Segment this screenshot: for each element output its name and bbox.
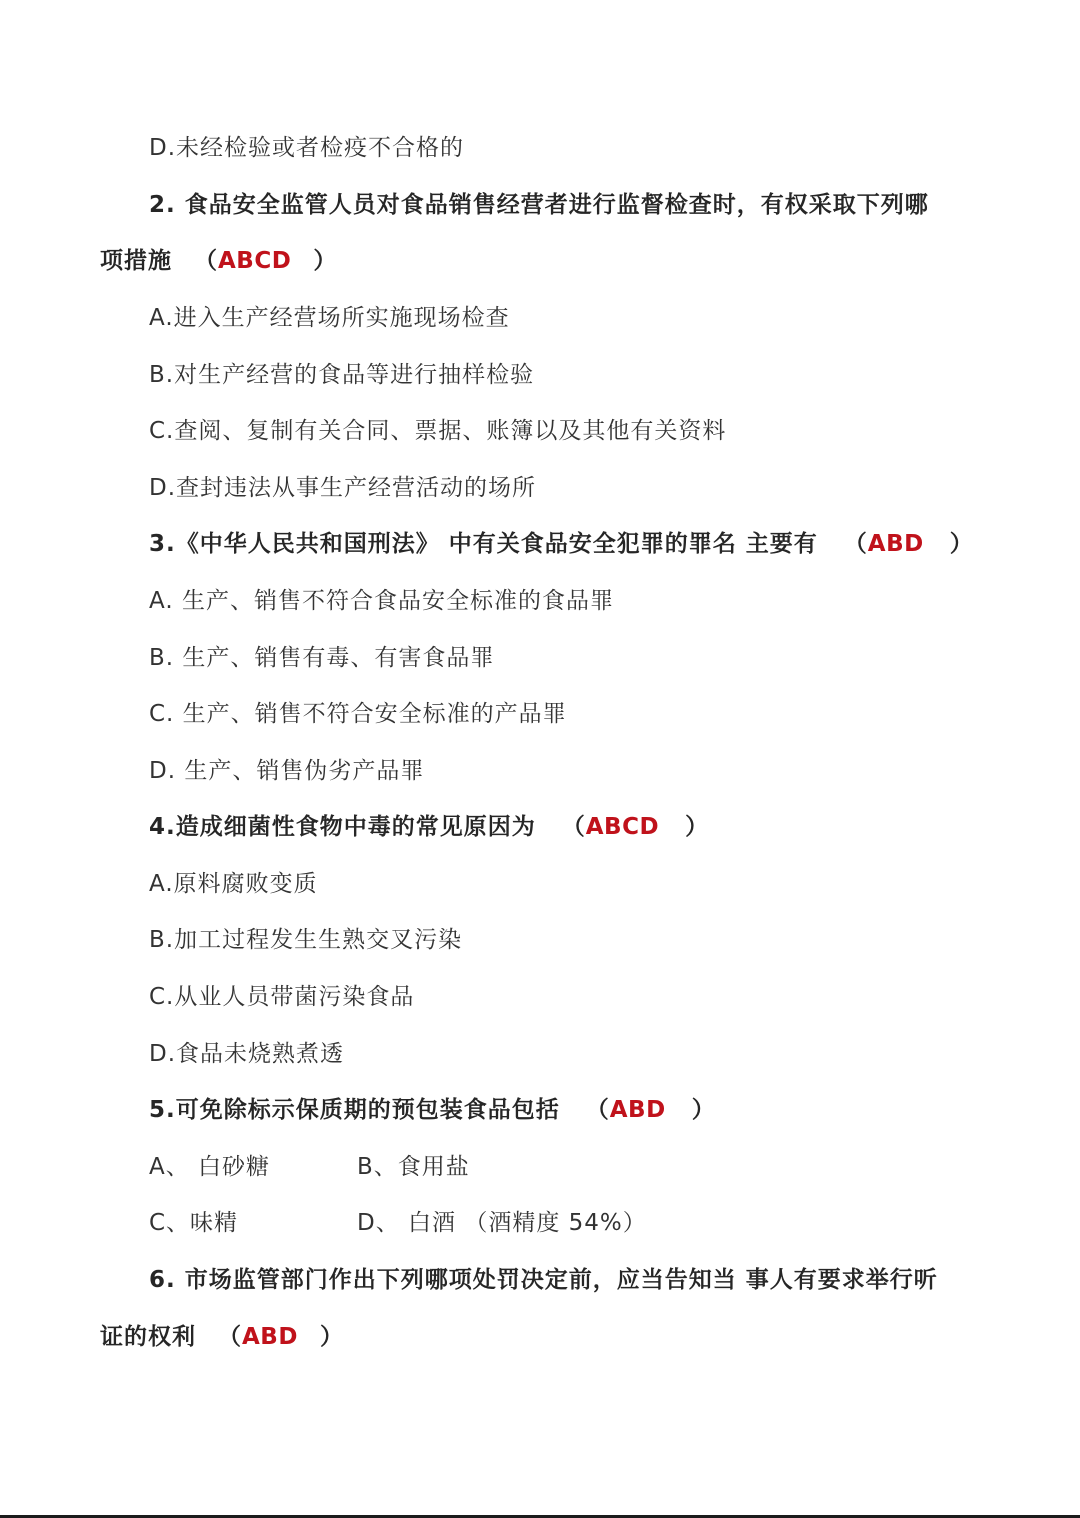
q5-option-d: D、 白酒 （酒精度 54%） xyxy=(357,1210,647,1236)
q3-option-c: C. 生产、销售不符合安全标准的产品罪 xyxy=(149,701,567,727)
q5-options-row2 xyxy=(149,1207,849,1239)
q4-option-b: B.加工过程发生生熟交叉污染 xyxy=(149,927,463,953)
q6-paren-open: （ xyxy=(218,1324,242,1350)
q3-option-d: D. 生产、销售伪劣产品罪 xyxy=(149,758,425,784)
q6-question-line1: 6. 市场监管部门作出下列哪项处罚决定前，应当告知当 事人有要求举行听 xyxy=(149,1267,938,1293)
q2-question-text: 项措施 xyxy=(100,248,172,274)
q4-paren-close: ） xyxy=(685,814,710,840)
q6-paren-close: ） xyxy=(319,1324,344,1350)
q6-question-text: 证的权利 xyxy=(100,1324,196,1350)
q3-option-a: A. 生产、销售不符合食品安全标准的食品罪 xyxy=(149,588,614,614)
q1-option-d: D.未经检验或者检疫不合格的 xyxy=(149,135,465,161)
q5-option-c: C、味精 xyxy=(149,1210,239,1236)
q3-question xyxy=(149,528,974,560)
q2-option-c: C.查阅、复制有关合同、票据、账簿以及其他有关资料 xyxy=(149,418,727,444)
q4-answer: ABCD xyxy=(585,814,660,840)
q2-question-line2 xyxy=(100,245,337,277)
q3-answer: ABD xyxy=(867,531,924,557)
q5-option-b: B、食用盐 xyxy=(357,1154,470,1180)
q4-question-text: 4.造成细菌性食物中毒的常见原因为 xyxy=(149,814,536,840)
q5-question xyxy=(149,1094,716,1126)
q2-option-a: A.进入生产经营场所实施现场检查 xyxy=(149,305,510,331)
q3-paren-close: ） xyxy=(949,531,974,557)
q4-question xyxy=(149,811,709,843)
q2-option-b: B.对生产经营的食品等进行抽样检验 xyxy=(149,362,535,388)
q2-paren-close: ） xyxy=(313,248,338,274)
q3-option-b: B. 生产、销售有毒、有害食品罪 xyxy=(149,645,495,671)
q5-question-text: 5.可免除标示保质期的预包装食品包括 xyxy=(149,1097,560,1123)
q5-answer: ABD xyxy=(609,1097,666,1123)
q6-answer: ABD xyxy=(242,1324,298,1350)
q3-paren-open: （ xyxy=(843,531,868,557)
q2-answer: ABCD xyxy=(218,248,292,274)
q5-option-a: A、 白砂糖 xyxy=(149,1154,271,1180)
q4-paren-open: （ xyxy=(561,814,586,840)
q2-option-d: D.查封违法从事生产经营活动的场所 xyxy=(149,475,537,501)
q3-question-text: 3.《中华人民共和国刑法》 中有关食品安全犯罪的罪名 主要有 xyxy=(149,531,818,557)
q4-option-c: C.从业人员带菌污染食品 xyxy=(149,984,415,1010)
q2-paren-open: （ xyxy=(194,248,218,274)
q4-option-d: D.食品未烧熟煮透 xyxy=(149,1041,345,1067)
q5-options-row1 xyxy=(149,1151,849,1183)
q2-question-line1: 2. 食品安全监管人员对食品销售经营者进行监督检查时，有权采取下列哪 xyxy=(149,192,929,218)
q5-paren-open: （ xyxy=(585,1097,610,1123)
q6-question-line2 xyxy=(100,1321,344,1353)
q4-option-a: A.原料腐败变质 xyxy=(149,871,318,897)
q5-paren-close: ） xyxy=(691,1097,716,1123)
